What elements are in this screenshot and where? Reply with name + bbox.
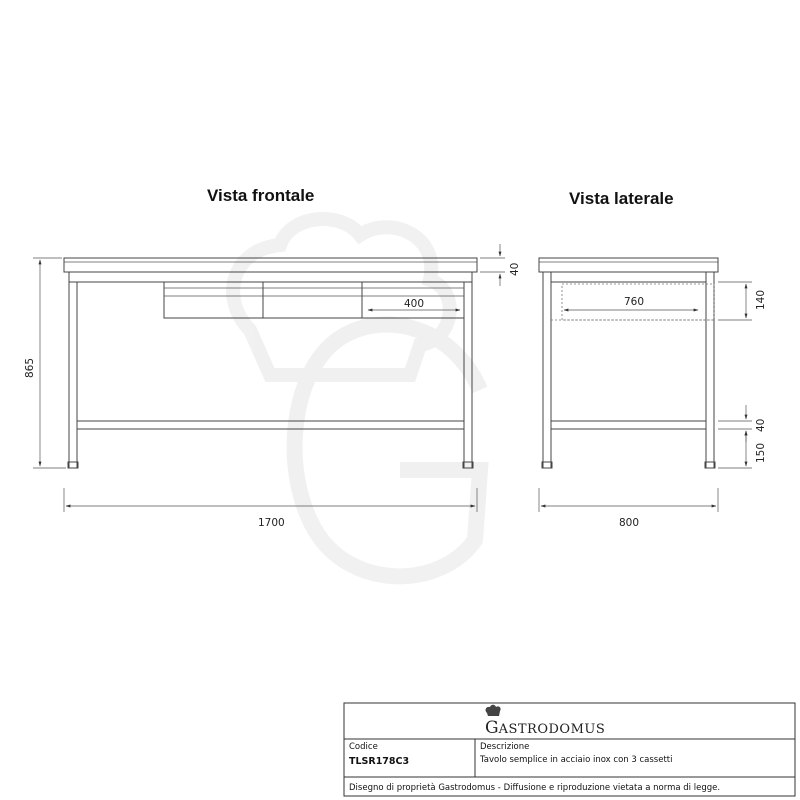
svg-text:GASTRODOMUS (485, 718, 605, 738)
svg-text:800: 800 (619, 517, 640, 529)
front-tabletop (64, 258, 477, 272)
dimension-drawer-height (718, 282, 767, 320)
svg-text:760: 760 (624, 296, 645, 308)
drawer-left (164, 282, 263, 318)
description-label: Descrizione (480, 742, 530, 752)
brand-logo (485, 705, 605, 738)
drawer-middle (263, 282, 362, 318)
svg-text:40: 40 (509, 262, 521, 276)
description-value: Tavolo semplice in acciaio inox con 3 cassetti (480, 755, 673, 765)
side-left-leg (543, 272, 551, 468)
brand-initial: G (485, 718, 499, 738)
chef-hat-watermark (233, 219, 450, 375)
g-letter-watermark (295, 324, 480, 576)
svg-text:865: 865 (24, 357, 36, 378)
dimension-side-width (539, 488, 718, 529)
footer-note: Disegno di proprietà Gastrodomus - Diffusione e riproduzione vietata a norma di legge. (349, 783, 721, 793)
code-label: Codice (349, 742, 378, 752)
front-view-title: Vista frontale (207, 186, 315, 205)
dimension-side-drawer-depth (564, 296, 698, 310)
dimension-shelf-height (718, 431, 767, 468)
chef-hat-logo-icon (486, 705, 501, 716)
svg-text:150: 150 (755, 442, 767, 463)
side-view (539, 258, 767, 529)
title-block (344, 703, 795, 796)
front-left-leg (69, 282, 77, 468)
side-tabletop (539, 258, 718, 272)
dimension-shelf-thickness (718, 405, 767, 442)
code-value: TLSR178C3 (349, 756, 410, 767)
svg-text:140: 140 (755, 289, 767, 310)
side-view-title: Vista laterale (569, 189, 674, 208)
dimension-front-width (64, 488, 477, 529)
brand-name: ASTRODOMUS (498, 722, 606, 737)
svg-text:400: 400 (404, 298, 425, 310)
side-shelf (551, 421, 706, 429)
svg-text:1700: 1700 (258, 517, 285, 529)
svg-text:40: 40 (755, 418, 767, 432)
side-right-leg (706, 272, 714, 468)
front-shelf (77, 421, 464, 429)
dimension-front-height (24, 258, 66, 468)
dimension-top-thickness (480, 244, 521, 286)
